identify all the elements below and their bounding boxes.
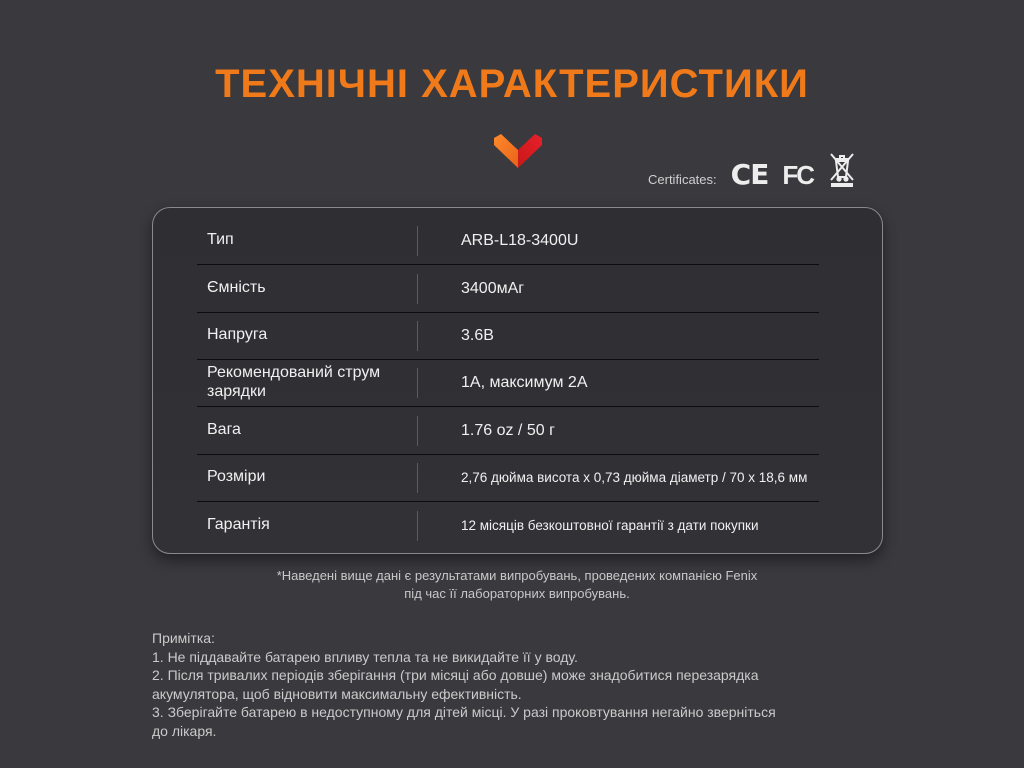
fcc-mark-icon: FC (782, 160, 813, 190)
note-line: 2. Після тривалих періодів зберігання (три місяці або довше) може знадобитися перезарядка (152, 667, 759, 683)
spec-row-voltage (197, 312, 819, 360)
specs-table (152, 207, 883, 554)
note-line: 1. Не піддавайте батарею впливу тепла та не викидайте її у воду. (152, 648, 578, 665)
note-line: до лікаря. (152, 722, 217, 739)
spec-label: Розміри (207, 468, 266, 486)
certificates-bar (648, 148, 857, 191)
notes-heading: Примітка: (152, 630, 215, 646)
spec-label: Напруга (207, 326, 268, 344)
chevron-down-icon (494, 134, 542, 168)
spec-row-charge-current (197, 359, 819, 407)
spec-label: Вага (207, 421, 241, 439)
page-title: ТЕХНІЧНІ ХАРАКТЕРИСТИКИ (215, 62, 809, 106)
spec-row-type (197, 217, 819, 265)
spec-value: 1.76 oz / 50 г (461, 421, 555, 439)
notes-block (152, 629, 852, 740)
spec-row-capacity (197, 265, 819, 313)
ce-mark-icon: CE (730, 158, 769, 191)
disclaimer-line: *Наведені вище дані є результатами випробувань, проведених компанією Fenix (276, 568, 758, 583)
weee-crossed-bin-icon (827, 150, 857, 188)
note-line: 3. Зберігайте батарею в недоступному для дітей місці. У разі проковтування негайно зверніться (152, 704, 776, 720)
spec-label: Ємність (207, 279, 266, 297)
spec-value: ARB-L18-3400U (461, 231, 579, 249)
spec-value: 1А, максимум 2А (461, 373, 588, 391)
spec-label: Гарантія (207, 516, 270, 534)
disclaimer-line: під час її лабораторних випробувань. (404, 586, 630, 601)
spec-value: 2,76 дюйма висота x 0,73 дюйма діаметр / 70 x 18,6 мм (461, 470, 808, 485)
spec-value: 3.6В (461, 326, 494, 344)
spec-label: Рекомендований струм зарядки (207, 364, 381, 400)
spec-row-dimensions (197, 454, 819, 502)
spec-label: Тип (207, 231, 234, 249)
spec-value: 3400мАг (461, 279, 525, 297)
spec-value: 12 місяців безкоштовної гарантії з дати покупки (461, 518, 759, 533)
certificates-label: Certificates: (648, 172, 717, 187)
note-line: акумулятора, щоб відновити максимальну ефективність. (152, 685, 522, 702)
spec-row-warranty (197, 502, 819, 549)
spec-row-weight (197, 407, 819, 455)
test-disclaimer (0, 567, 1024, 603)
